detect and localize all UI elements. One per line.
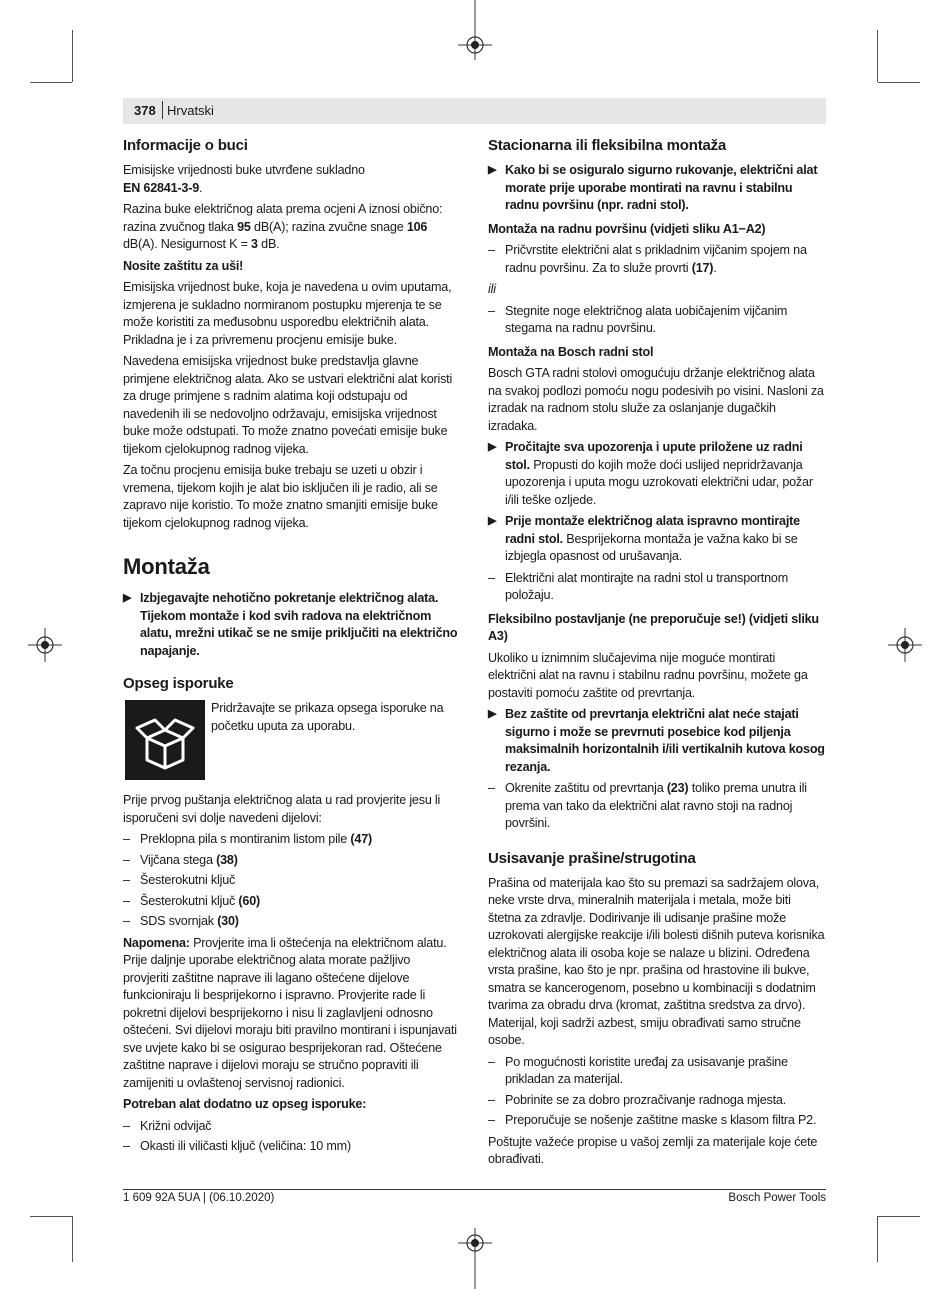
dust-list: [488, 1054, 826, 1130]
ear-protection-note: Nosite zaštitu za uši!: [123, 258, 244, 273]
noise-paragraph-2: Razina buke električnog alata prema ocjeni A iznosi obično: razina zvučnog tlaka 95 dB(A); razina zvučne snage 106 dB(A). Nesigurnost K = 3 dB.: [123, 202, 443, 251]
tools-heading: Potreban alat dodatno uz opseg isporuke:: [123, 1097, 367, 1111]
list-item: – Vijčana stega (38): [123, 852, 238, 867]
gta-warning-1: ▶ Pročitajte sva upozorenja i upute priložene uz radni stol. Propusti do kojih može doći uslijed nepridržavanja upozorenja i uputa mogu uzrokovati električni udar, požar i/ili teške ozljede.: [488, 440, 813, 507]
list-item: – Električni alat montirajte na radni stol u transportnom položaju.: [488, 570, 788, 602]
registration-mark-icon: [28, 628, 62, 662]
tools-list: [123, 1118, 458, 1156]
list-item: – Po mogućnosti koristite uređaj za usisavanje prašine prikladan za materijal.: [488, 1054, 788, 1086]
gta-list: [488, 570, 826, 605]
crop-mark: [877, 1216, 878, 1262]
scope-list: [123, 831, 458, 931]
flex-list: [488, 780, 826, 833]
scope-note-row: [123, 700, 458, 782]
flex-warning: ▶ Bez zaštite od prevrtanja električni alat neće stajati sigurno i može se prevrnuti posebice kod piljenja maksimalnih horizontalnih i/ili vertikalnih kutova kosog rezanja.: [488, 707, 825, 774]
registration-mark-icon: [458, 0, 492, 60]
list-item: – Okasti ili viličasti ključ (veličina: 10 mm): [123, 1139, 351, 1153]
list-item: – Šesterokutni ključ (60): [123, 893, 261, 908]
noise-paragraph-5: Za točnu procjenu emisija buke trebaju se uzeti u obzir i vremena, tijekom kojih je alat bio isključen ili je radio, ali se zapravo nije koristio. To može znatno smanjiti emisije buke tijekom cjelokupnog radnog vijeka.: [123, 463, 438, 530]
list-item: – Okrenite zaštitu od prevrtanja (23) toliko prema unutra ili prema van tako da električni alat ravno stoji na radnoj površini.: [488, 781, 807, 830]
bullet-triangle-icon: ▶: [488, 515, 497, 527]
page-header: [123, 98, 826, 124]
stationary-warning: ▶ Kako bi se osiguralo sigurno rukovanje, električni alat morate prije uporabe montirati na ravnu i stabilnu radnu površinu (npr. radni stol).: [488, 163, 818, 212]
list-item: – Stegnite noge električnog alata uobičajenim vijčanim stegama na radnu površinu.: [488, 303, 788, 335]
dust-heading: Usisavanje prašine/strugotina: [488, 849, 696, 867]
list-item: – Šesterokutni ključ: [123, 873, 236, 887]
bullet-triangle-icon: ▶: [123, 592, 132, 604]
gta-paragraph: Bosch GTA radni stolovi omogućuju držanje električnog alata na svakoj podlozi pomoću nogu podesivih po visini. Nasloni za izradak na radnom stolu služe za oslanjanje dugačkih izradaka.: [488, 366, 824, 433]
flex-heading: Fleksibilno postavljanje (ne preporučuje se!) (vidjeti sliku A3): [488, 611, 819, 643]
napomena-paragraph: Napomena: Provjerite ima li oštećenja na električnom alatu. Prije daljnje uporabe električnog alata morate pažljivo provjeriti zaštitne naprave ili lagano oštećene dijelove funkcioniraju li besprijekorno i ispravno. Provjerite rade li pokretni dijelovi besprijekorno i nisu li zaglavljeni odnosno oštećeni. Svi dijelovi moraju biti pravilno montirani i ispunjavati sve uvjete kako bi se osigurao besprijekoran rad. Oštećene zaštitne naprave i dijelovi moraju se stručno popraviti ili zamijeniti u ovlaštenoj servisnoj radionici.: [123, 935, 457, 1090]
list-item: – SDS svornjak (30): [123, 914, 239, 928]
bullet-triangle-icon: ▶: [488, 708, 497, 720]
left-column: [123, 134, 458, 1160]
gta-warning-2: ▶ Prije montaže električnog alata ispravno montirajte radni stol. Besprijekorna montaža je važna kako bi se izbjegla opasnost od urušavanja.: [488, 514, 800, 563]
dust-final: Poštujte važeće propise u vašoj zemlji za materijale koje ćete obrađivati.: [488, 1134, 818, 1166]
gta-heading: Montaža na Bosch radni stol: [488, 344, 654, 359]
noise-heading: Informacije o buci: [123, 137, 248, 154]
list-item: – Preklopna pila s montiranim listom pile (47): [123, 832, 372, 846]
footer-divider: [123, 1189, 826, 1190]
noise-paragraph-3: Emisijska vrijednost buke, koja je navedena u ovim uputama, izmjerena je sukladno normiranom postupku mjerenja te se može koristiti za međusobnu usporedbu električnih alata. Prikladna je i za privremenu procjenu emisije buke.: [123, 280, 452, 347]
montaza-heading: Montaža: [123, 554, 210, 579]
noise-paragraph-4: Navedena emisijska vrijednost buke predstavlja glavne primjene električnog alata. Ako se ustvari električni alat koristi za druge primjene s radnim alatima koji odstupaju od navedenih ili se nedovoljno održavaju, emisijska vrijednost buke može odstupati. To može znatno povećati emisije buke tijekom cjelokupnog radnog vijeka.: [123, 354, 453, 456]
surface-list-2: [488, 303, 826, 338]
crop-mark: [877, 30, 878, 82]
crop-mark: [30, 82, 72, 83]
bullet-triangle-icon: ▶: [488, 441, 497, 453]
footer-brand: Bosch Power Tools: [728, 1192, 826, 1204]
crop-mark: [72, 1216, 73, 1262]
scope-heading: Opseg isporuke: [123, 675, 234, 692]
crop-mark: [30, 1216, 72, 1217]
scope-note: Pridržavajte se prikaza opsega isporuke na početku uputa za uporabu.: [211, 701, 444, 733]
header-language: Hrvatski: [167, 103, 214, 118]
registration-mark-icon: [888, 628, 922, 662]
page-number: 378: [134, 103, 156, 118]
surface-or: ili: [488, 282, 496, 296]
right-column: [488, 134, 826, 1173]
surface-heading: Montaža na radnu površinu (vidjeti sliku A1−A2): [488, 221, 766, 236]
footer-doc-id: 1 609 92A 5UA | (06.10.2020): [123, 1192, 275, 1204]
crop-mark: [878, 1216, 920, 1217]
list-item: – Križni odvijač: [123, 1118, 212, 1133]
crop-mark: [878, 82, 920, 83]
crop-mark: [72, 30, 73, 82]
list-item: – Preporučuje se nošenje zaštitne maske s klasom filtra P2.: [488, 1113, 817, 1127]
registration-mark-icon: [458, 1228, 492, 1289]
scope-intro: Prije prvog puštanja električnog alata u rad provjerite jesu li isporučeni svi dolje navedeni dijelovi:: [123, 793, 441, 825]
header-separator: [162, 101, 163, 119]
list-item: – Pobrinite se za dobro prozračivanje radnoga mjesta.: [488, 1092, 787, 1107]
montaza-warning: ▶ Izbjegavajte nehotično pokretanje električnog alata. Tijekom montaže i kod svih radova na električnom alatu, mrežni utikač se ne smije priključiti na električno napajanje.: [123, 591, 458, 658]
noise-paragraph-1: Emisijske vrijednosti buke utvrđene sukladno EN 62841-3-9.: [123, 163, 365, 195]
bullet-triangle-icon: ▶: [488, 164, 497, 176]
open-box-icon: [125, 700, 205, 780]
list-item: – Pričvrstite električni alat s prikladnim vijčanim spojem na radnu površinu. Za to služe provrti (17).: [488, 243, 807, 275]
flex-paragraph: Ukoliko u iznimnim slučajevima nije moguće montirati električni alat na ravnu i stabilnu radnu površinu, možete ga postaviti pomoću zaštite od prevrtanja.: [488, 650, 808, 700]
surface-list-1: [488, 242, 826, 277]
dust-paragraph: Prašina od materijala kao što su premazi sa sadržajem olova, neke vrste drva, mineralnih materijala i metala, može biti štetna za zdravlje. Dodirivanje ili udisanje prašine može uzrokovati alergijske reakcije i/ili bolesti dišnih puteva korisnika električnog alata ili osoba koje se nalaze u blizini. Određena vrsta prašine, kao što je npr. prašina od hrastovine ili bukve, smatra se kancerogenom, posebno u kombinaciji s dodatnim tvarima za obradu drva (kromat, zaštitna sredstva za drvo). Materijal, koji sadrži azbest, smiju obrađivati samo stručne osobe.: [488, 875, 825, 1047]
stationary-heading: Stacionarna ili fleksibilna montaža: [488, 137, 727, 154]
